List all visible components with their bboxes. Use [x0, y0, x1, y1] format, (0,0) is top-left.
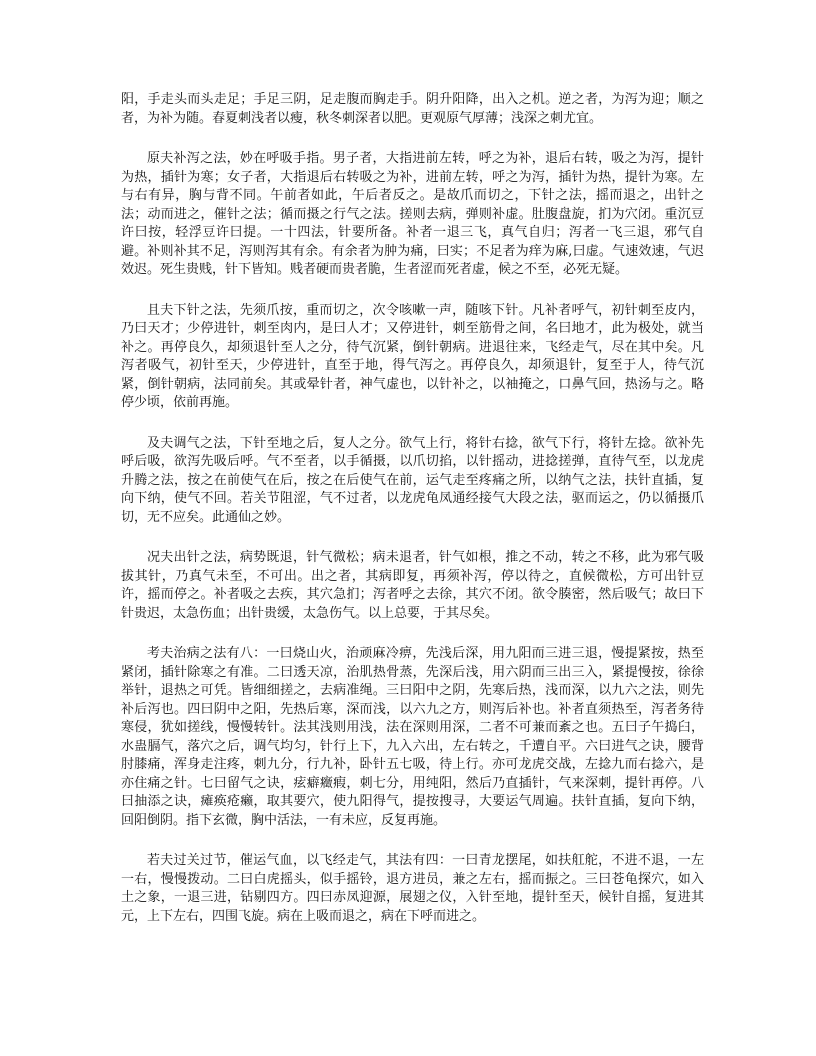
paragraph-reinforce-reduce-method: 原夫补泻之法，妙在呼吸手指。男子者，大指进前左转，呼之为补，退后右转，吸之为泻，提针为热，插针为寒；女子者，大指退后右转吸之为补，进前左转，呼之为泻，插针为热，提针为寒。左与右有异，胸与背不同。午前者如此，午后者反之。是故爪而切之，下针之法，摇而退之，出针之法；动而进之，催针之法；循而摄之行气之法。搓则去病，弹则补虚。肚腹盘旋，扪为穴闭。重沉豆许曰按，轻浮豆许曰提。一十四法，针要所备。补者一退三飞，真气自归；泻者一飞三退，邪气自避。补则补其不足，泻则泻其有余。有余者为肿为痛，曰实；不足者为痒为麻,曰虚。气速效速，气迟效迟。死生贵贱，针下皆知。贱者硬而贵者脆，生者涩而死者虚，候之不至，必死无疑。: [121, 151, 704, 277]
paragraph-qi-regulation-method: 及夫调气之法，下针至地之后，复人之分。欲气上行，将针右捻，欲气下行，将针左捻。欲补先呼后吸，欲泻先吸后呼。气不至者，以手循摄，以爪切掐，以针摇动，进捻搓弹，直待气至，以龙虎升腾之法，按之在前使气在后，按之在后使气在前，运气走至疼痛之所，以纳气之法，扶针直插，复向下纳，使气不回。若关节阻涩，气不过者，以龙虎龟凤通经接气大段之法，驱而运之，仍以循摄爪切，无不应矣。此通仙之妙。: [121, 435, 704, 525]
paragraph-needle-insertion-method: 且夫下针之法，先须爪按，重而切之，次令咳嗽一声，随咳下针。凡补者呼气，初针刺至皮内，乃曰天才；少停进针，刺至肉内，是曰人才；又停进针，刺至筋骨之间，名曰地才，此为极处，就当补之。再停良久，却须退针至人之分，待气沉紧，倒针朝病。进退往来，飞经走气，尽在其中矣。凡泻者吸气，初针至天，少停进针，直至于地，得气泻之。再停良久，却须退针，复至于人，待气沉紧，倒针朝病，法同前矣。其或晕针者，神气虚也，以针补之，以袖掩之，口鼻气回，热汤与之。略停少顷，依前再施。: [121, 302, 704, 410]
paragraph-four-passage-methods: 若夫过关过节，催运气血，以飞经走气，其法有四：一曰青龙摆尾，如扶舡舵，不进不退，一左一右，慢慢拨动。二曰白虎摇头，似手摇铃，退方进员，兼之左右，摇而振之。三曰苍龟探穴，如入土之象，一退三进，钻剔四方。四曰赤凤迎源，展翅之仪，入针至地，提针至天，候针自摇，复进其元，上下左右，四围飞旋。病在上吸而退之，病在下呼而进之。: [121, 853, 704, 924]
document-page: [121, 91, 704, 948]
paragraph-eight-treatment-methods: 考夫治病之法有八：一曰烧山火，治顽麻冷痹，先浅后深，用九阳而三进三退，慢提紧按，热至紧闭，插针除寒之有准。二曰透天凉，治肌热骨蒸，先深后浅，用六阴而三出三入，紧提慢按，徐徐举针，退热之可凭。皆细细搓之，去病准绳。三曰阳中之阴，先寒后热，浅而深，以九六之法，则先补后泻也。四曰阴中之阳，先热后寒，深而浅，以六九之方，则泻后补也。补者直须热至，泻者务待寒侵，犹如搓线，慢慢转针。法其浅则用浅，法在深则用深，二者不可兼而紊之也。五曰子午捣臼，水蛊膈气，落穴之后，调气均匀，针行上下，九入六出，左右转之，千遭自平。六曰进气之诀，腰背肘膝痛，浑身走注疼，刺九分，行九补，卧针五七吸，待上行。亦可龙虎交战，左捻九而右捻六，是亦住痛之针。七曰留气之诀，痃癖癥瘕，刺七分，用纯阳，然后乃直插针，气来深刺，提针再停。八曰抽添之诀，瘫痪疮癞，取其要穴，使九阳得气，提按搜寻，大要运气周遍。扶针直插，复向下纳，回阳倒阴。指下玄微，胸中活法，一有未应，反复再施。: [121, 646, 704, 828]
paragraph-needle-withdrawal-method: 况夫出针之法，病势既退，针气微松；病未退者，针气如根，推之不动，转之不移，此为邪气吸拔其针，乃真气未至，不可出。出之者，其病即复，再须补泻，停以待之，直候微松，方可出针豆许，摇而停之。补者吸之去疾，其穴急扪；泻者呼之去徐，其穴不闭。欲令腠密，然后吸气；故曰下针贵迟，太急伤血；出针贵缓，太急伤气。以上总要，于其尽矣。: [121, 550, 704, 621]
paragraph-continuation: 阳，手走头而头走足；手足三阴，足走腹而胸走手。阴升阳降，出入之机。逆之者，为泻为迎；顺之者，为补为随。春夏刺浅者以瘦，秋冬刺深者以肥。更观原气厚薄；浅深之刺尤宜。: [121, 92, 704, 126]
